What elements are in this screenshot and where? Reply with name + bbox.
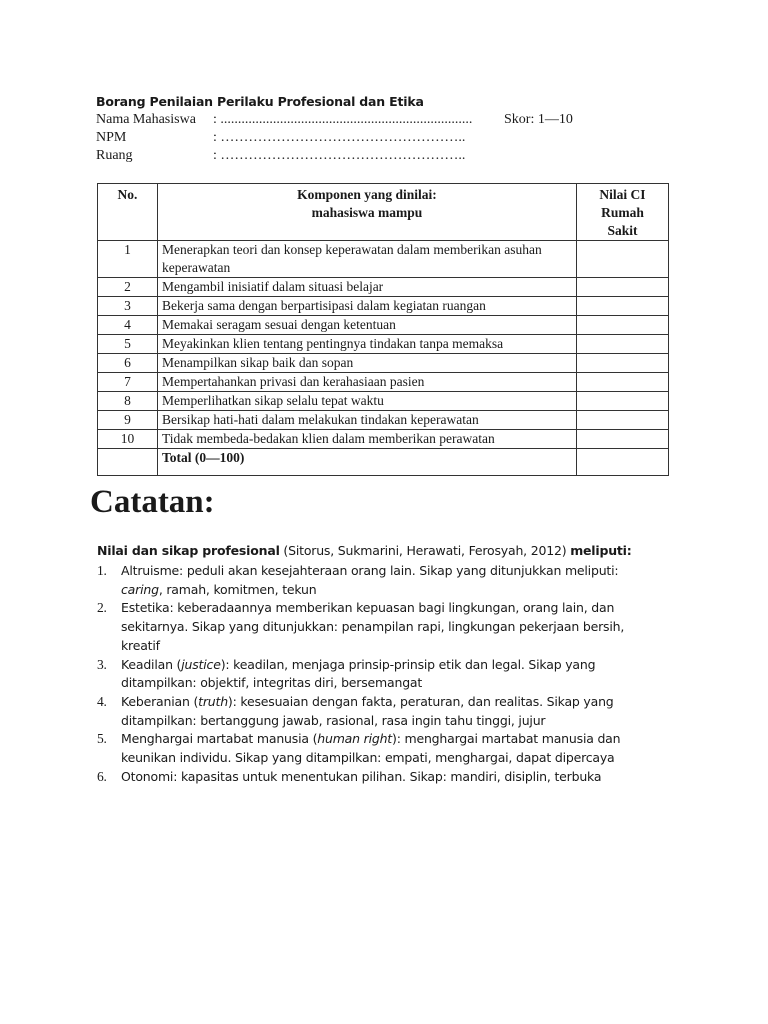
row-nilai-cell[interactable] [576,316,668,335]
row-komponen: Mempertahankan privasi dan kerahasiaan pasien [157,373,576,392]
header-nilai [576,184,668,241]
field-value: : ........................................................................ [213,112,473,127]
row-komponen: Memperlihatkan sikap selalu tepat waktu [157,392,576,411]
header-komponen-line2: mahasiswa mampu [311,205,423,220]
list-item [97,730,637,767]
field-label: Nama Mahasiswa [96,112,196,127]
list-item-text-end: ): keadilan, menjaga prinsip-prinsip etik dan legal. Sikap yang ditampilkan: objektif, integritas diri, bersemangat [121,656,596,691]
row-nilai-cell[interactable] [576,392,668,411]
field-label: NPM [96,130,127,145]
list-item-text: Keadilan ( [121,656,182,672]
row-number: 10 [98,430,158,449]
row-nilai-cell[interactable] [576,241,668,278]
row-nilai-cell[interactable] [576,297,668,316]
table-total-row [98,449,669,476]
list-item-text: Altruisme: peduli akan kesejahteraan orang lain. Sikap yang ditunjukkan meliputi: [121,563,619,578]
header-no: No. [98,184,158,241]
notes-intro-citation: (Sitorus, Sukmarini, Herawati, Ferosyah, 2012) [279,543,571,558]
row-number: 8 [98,392,158,411]
notes-intro-bold: Nilai dan sikap profesional [97,543,280,558]
header-nilai-line3: Sakit [607,223,638,238]
list-item-text: Estetika: keberadaannya memberikan kepuasan bagi lingkungan, orang lain, dan sekitarnya. Sikap yang ditunjukkan: penampilan rapi, lingkungan pekerjaan bersih, kreatif [121,600,625,653]
row-komponen: Menampilkan sikap baik dan sopan [157,354,576,373]
table-row [98,297,669,316]
notes-intro-end: meliputi: [570,543,632,558]
row-number: 2 [98,278,158,297]
skor-range: Skor: 1—10 [504,112,573,127]
row-number: 1 [98,241,158,278]
list-item-number: 5. [97,731,107,747]
list-item-number: 6. [97,768,107,784]
list-item-number: 3. [97,656,107,672]
list-item-text-end: , ramah, komitmen, tekun [158,581,317,597]
field-value: : …………………………………………….. [213,130,466,145]
row-number: 5 [98,335,158,354]
header-nilai-line2: Rumah [601,205,644,220]
list-item-number: 4. [97,693,107,709]
table-row [98,335,669,354]
table-row [98,354,669,373]
notes-intro [97,543,632,558]
row-nilai-cell[interactable] [576,335,668,354]
header-komponen [157,184,576,241]
row-komponen: Bekerja sama dengan berpartisipasi dalam kegiatan ruangan [157,297,576,316]
row-komponen: Mengambil inisiatif dalam situasi belajar [157,278,576,297]
field-label: Ruang [96,148,133,163]
form-title: Borang Penilaian Perilaku Profesional dan Etika [96,94,424,109]
row-number: 4 [98,316,158,335]
list-item-number: 1. [97,563,107,578]
row-nilai-cell[interactable] [576,278,668,297]
row-nilai-cell[interactable] [576,354,668,373]
list-item-text: Menghargai martabat manusia ( [121,731,318,747]
list-item-text-end: ): menghargai martabat manusia dan keunikan individu. Sikap yang ditampilkan: empati, menghargai, dapat dipercaya [121,731,621,766]
list-item [97,693,637,730]
header-nilai-line1: Nilai CI [599,187,646,202]
row-komponen: Meyakinkan klien tentang pentingnya tindakan tanpa memaksa [157,335,576,354]
table-row [98,392,669,411]
list-item [97,656,637,693]
list-item-italic: justice [181,656,221,672]
table-row [98,316,669,335]
row-nilai-cell[interactable] [576,430,668,449]
table-row [98,373,669,392]
notes-heading: Catatan: [90,484,215,520]
field-value: : …………………………………………….. [213,148,466,163]
total-label: Total (0—100) [157,449,576,476]
row-komponen: Menerapkan teori dan konsep keperawatan dalam memberikan asuhan keperawatan [157,241,576,278]
list-item-text: Otonomi: kapasitas untuk menentukan pilihan. Sikap: mandiri, disiplin, terbuka [121,768,602,784]
row-nilai-cell[interactable] [576,373,668,392]
row-number: 6 [98,354,158,373]
table-header-row [98,184,669,241]
total-number-cell [98,449,158,476]
table-row [98,430,669,449]
row-number: 3 [98,297,158,316]
row-number: 9 [98,411,158,430]
row-komponen: Tidak membeda-bedakan klien dalam memberikan perawatan [157,430,576,449]
list-item-number: 2. [97,600,107,616]
list-item [97,562,637,599]
list-item-italic: caring [121,581,159,597]
row-number: 7 [98,373,158,392]
list-item-italic: truth [198,693,228,709]
list-item-text: Keberanian ( [121,693,199,709]
notes-list [97,562,637,786]
assessment-table [97,183,669,476]
header-komponen-line1: Komponen yang dinilai: [297,187,437,202]
list-item [97,768,637,787]
list-item [97,599,637,655]
table-row [98,241,669,278]
row-komponen: Bersikap hati-hati dalam melakukan tindakan keperawatan [157,411,576,430]
table-row [98,278,669,297]
table-row [98,411,669,430]
total-nilai-cell[interactable] [576,449,668,476]
list-item-italic: human right [317,731,393,747]
row-nilai-cell[interactable] [576,411,668,430]
list-item-text-end: ): kesesuaian dengan fakta, peraturan, dan realitas. Sikap yang ditampilkan: bertanggung jawab, rasional, rasa ingin tahu tinggi, jujur [121,693,614,728]
row-komponen: Memakai seragam sesuai dengan ketentuan [157,316,576,335]
